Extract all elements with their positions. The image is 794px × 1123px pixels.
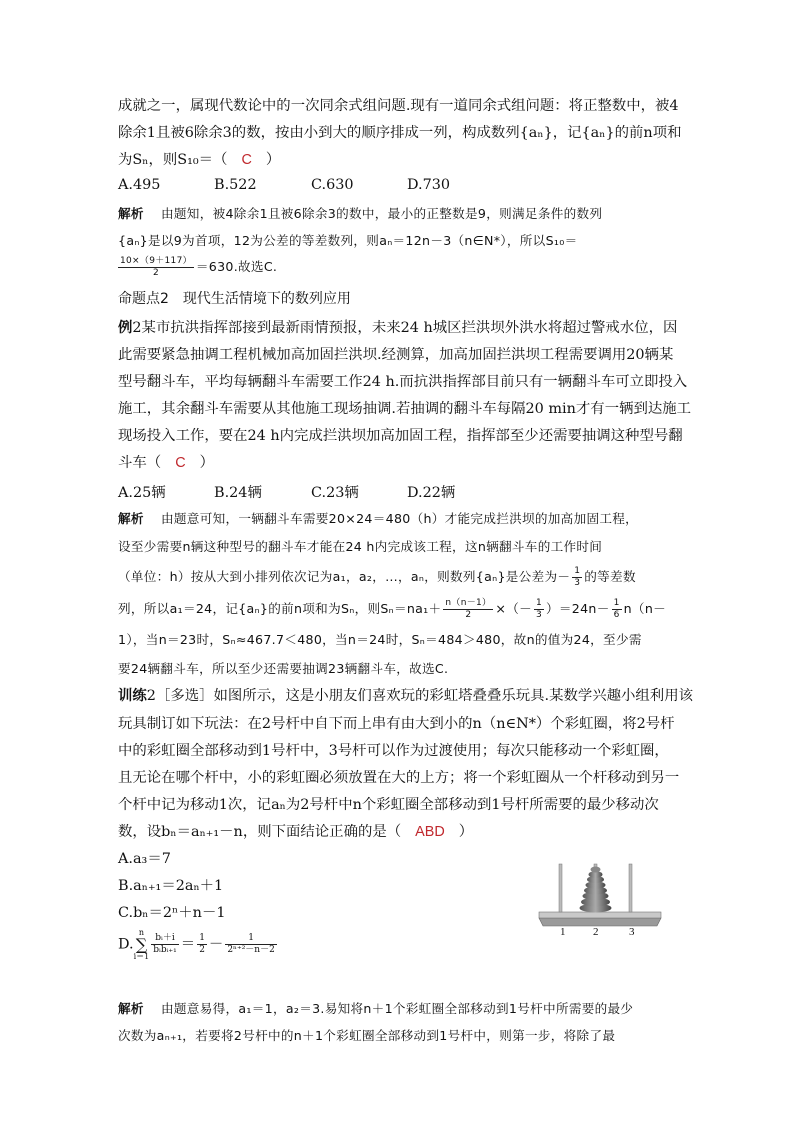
solution2-line2: 设至少需要n辆这种型号的翻斗车才能在24 h内完成该工程，这n辆翻斗车的工作时间 <box>118 539 603 554</box>
training2-line6: 数，设bₙ＝aₙ₊₁－n，则下面结论正确的是（ ABD ） <box>118 824 474 840</box>
solution3-line1: 解析 由题意易得，a₁＝1，a₂＝3.易知将n＋1个彩虹圈全部移动到1号杆中所需要的最少 <box>118 1001 634 1016</box>
example2-line2: 此需要紧急抽调工程机械加高加固拦洪坝.经测算，加高加固拦洪坝工程需要调用20辆某 <box>118 347 674 363</box>
solution2-line3: （单位：h）按从大到小排列依次记为a₁，a₂，…，aₙ，则数列{aₙ}是公差为－ $\frac{1}{3}$ 的等差数 <box>118 566 636 588</box>
example2-option-b: B.24辆 <box>214 485 262 501</box>
option-d: D.730 <box>407 177 451 193</box>
option-b: B.522 <box>214 177 257 193</box>
rod-label-2: 2 <box>593 926 599 938</box>
training2-line4: 且无论在哪个杆中，小的彩虹圈必须放置在大的上方；将一个彩虹圈从一个杆移动到另一 <box>118 770 680 786</box>
solution2-line5: 1），当n＝23时，Sₙ≈467.7＜480，当n＝24时，Sₙ＝484＞480，故n的值为24，至少需 <box>118 632 642 647</box>
problem1-line1: 成就之一，属现代数论中的一次同余式组问题.现有一道同余式组问题：将正整数中，被4 <box>118 98 679 114</box>
example2-option-d: D.22辆 <box>407 485 456 501</box>
training2-option-d: D.n ∑ i＝1 $\frac{\text{bᵢ＋i}}{\text{bᵢbᵢ₊₁}}$ ＝ $\frac{1}{2}$ － $\frac{1}{\text{2ⁿ⁺²－n－2}}$ <box>118 928 275 961</box>
solution2-line6: 要24辆翻斗车，所以至少还需要抽调23辆翻斗车，故选C. <box>118 661 449 676</box>
rainbow-tower-illustration <box>535 860 665 930</box>
solution3-line2: 次数为aₙ₊₁，若要将2号杆中的n＋1个彩虹圈全部移动到1号杆中，则第一步，将除了最 <box>118 1028 616 1043</box>
example2-option-a: A.25辆 <box>118 485 166 501</box>
rainbow-tower-figure <box>535 860 665 945</box>
solution1-line1: 解析 由题知，被4除余1且被6除余3的数中，最小的正整数是9，则满足条件的数列 <box>118 206 603 221</box>
answer-2: C <box>175 455 186 471</box>
training2-line1: 训练2［多选］如图所示，这是小朋友们喜欢玩的彩虹塔叠叠乐玩具.某数学兴趣小组利用该 <box>118 687 693 704</box>
option-a: A.495 <box>118 177 161 193</box>
example2-line5: 现场投入工作，要在24 h内完成拦洪坝加高加固工程，指挥部至少还需要抽调这种型号翻 <box>118 428 683 444</box>
training2-option-b: B.aₙ₊₁＝2aₙ＋1 <box>118 878 224 894</box>
solution1-line3: $\frac{10\times(9+117)}{2}$ ＝630.故选C. <box>120 256 278 278</box>
training2-line5: 个杆中记为移动1次，记aₙ为2号杆中n个彩虹圈全部移动到1号杆所需要的最少移动次 <box>118 797 659 813</box>
rod-label-3: 3 <box>629 926 635 938</box>
rod-label-1: 1 <box>560 926 566 938</box>
training2-line3: 中的彩虹圈全部移动到1号杆中，3号杆可以作为过渡使用；每次只能移动一个彩虹圈， <box>118 743 669 759</box>
training2-option-a: A.a₃＝7 <box>118 851 171 867</box>
solution-label: 解析 <box>118 206 144 221</box>
section-title: 命题点2 现代生活情境下的数列应用 <box>118 291 351 307</box>
example2-line3: 型号翻斗车，平均每辆翻斗车需要工作24 h.而抗洪指挥部目前只有一辆翻斗车可立即投入 <box>118 374 688 390</box>
solution2-line4: 列，所以a₁＝24，记{aₙ}的前n项和为Sₙ，则Sₙ＝na₁＋ $\frac{n(n-1)}{2}$ ×（－ $\frac{1}{3}$ ）＝24n－ $\frac{1}{6}$ n（n－ <box>118 598 666 620</box>
solution1-line2: {aₙ}是以9为首项，12为公差的等差数列，则aₙ＝12n－3（n∈N*），所以S₁₀＝ <box>118 233 578 248</box>
example2-line6: 斗车（ C ） <box>118 455 214 471</box>
answer-1: C <box>241 152 252 168</box>
training2-option-c: C.bₙ＝2ⁿ＋n－1 <box>118 905 226 921</box>
solution2-line1: 解析 由题意可知，一辆翻斗车需要20×24＝480（h）才能完成拦洪坝的加高加固工程， <box>118 511 639 526</box>
problem1-line2: 除余1且被6除余3的数，按由小到大的顺序排成一列，构成数列{aₙ}，记{aₙ}的前n项和 <box>118 125 682 141</box>
example2-line4: 施工，其余翻斗车需要从其他施工现场抽调.若抽调的翻斗车每隔20 min才有一辆到达施工 <box>118 401 692 417</box>
example2-option-c: C.23辆 <box>311 485 359 501</box>
problem1-line3: 为Sₙ，则S₁₀＝（ C ） <box>118 152 281 168</box>
answer-3: ABD <box>415 824 445 840</box>
option-c: C.630 <box>311 177 354 193</box>
example2-line1: 例2某市抗洪指挥部接到最新雨情预报，未来24 h城区拦洪坝外洪水将超过警戒水位，因 <box>118 319 678 336</box>
training2-line2: 玩具制订如下玩法：在2号杆中自下而上串有由大到小的n（n∈N*）个彩虹圈，将2号杆 <box>118 716 675 732</box>
